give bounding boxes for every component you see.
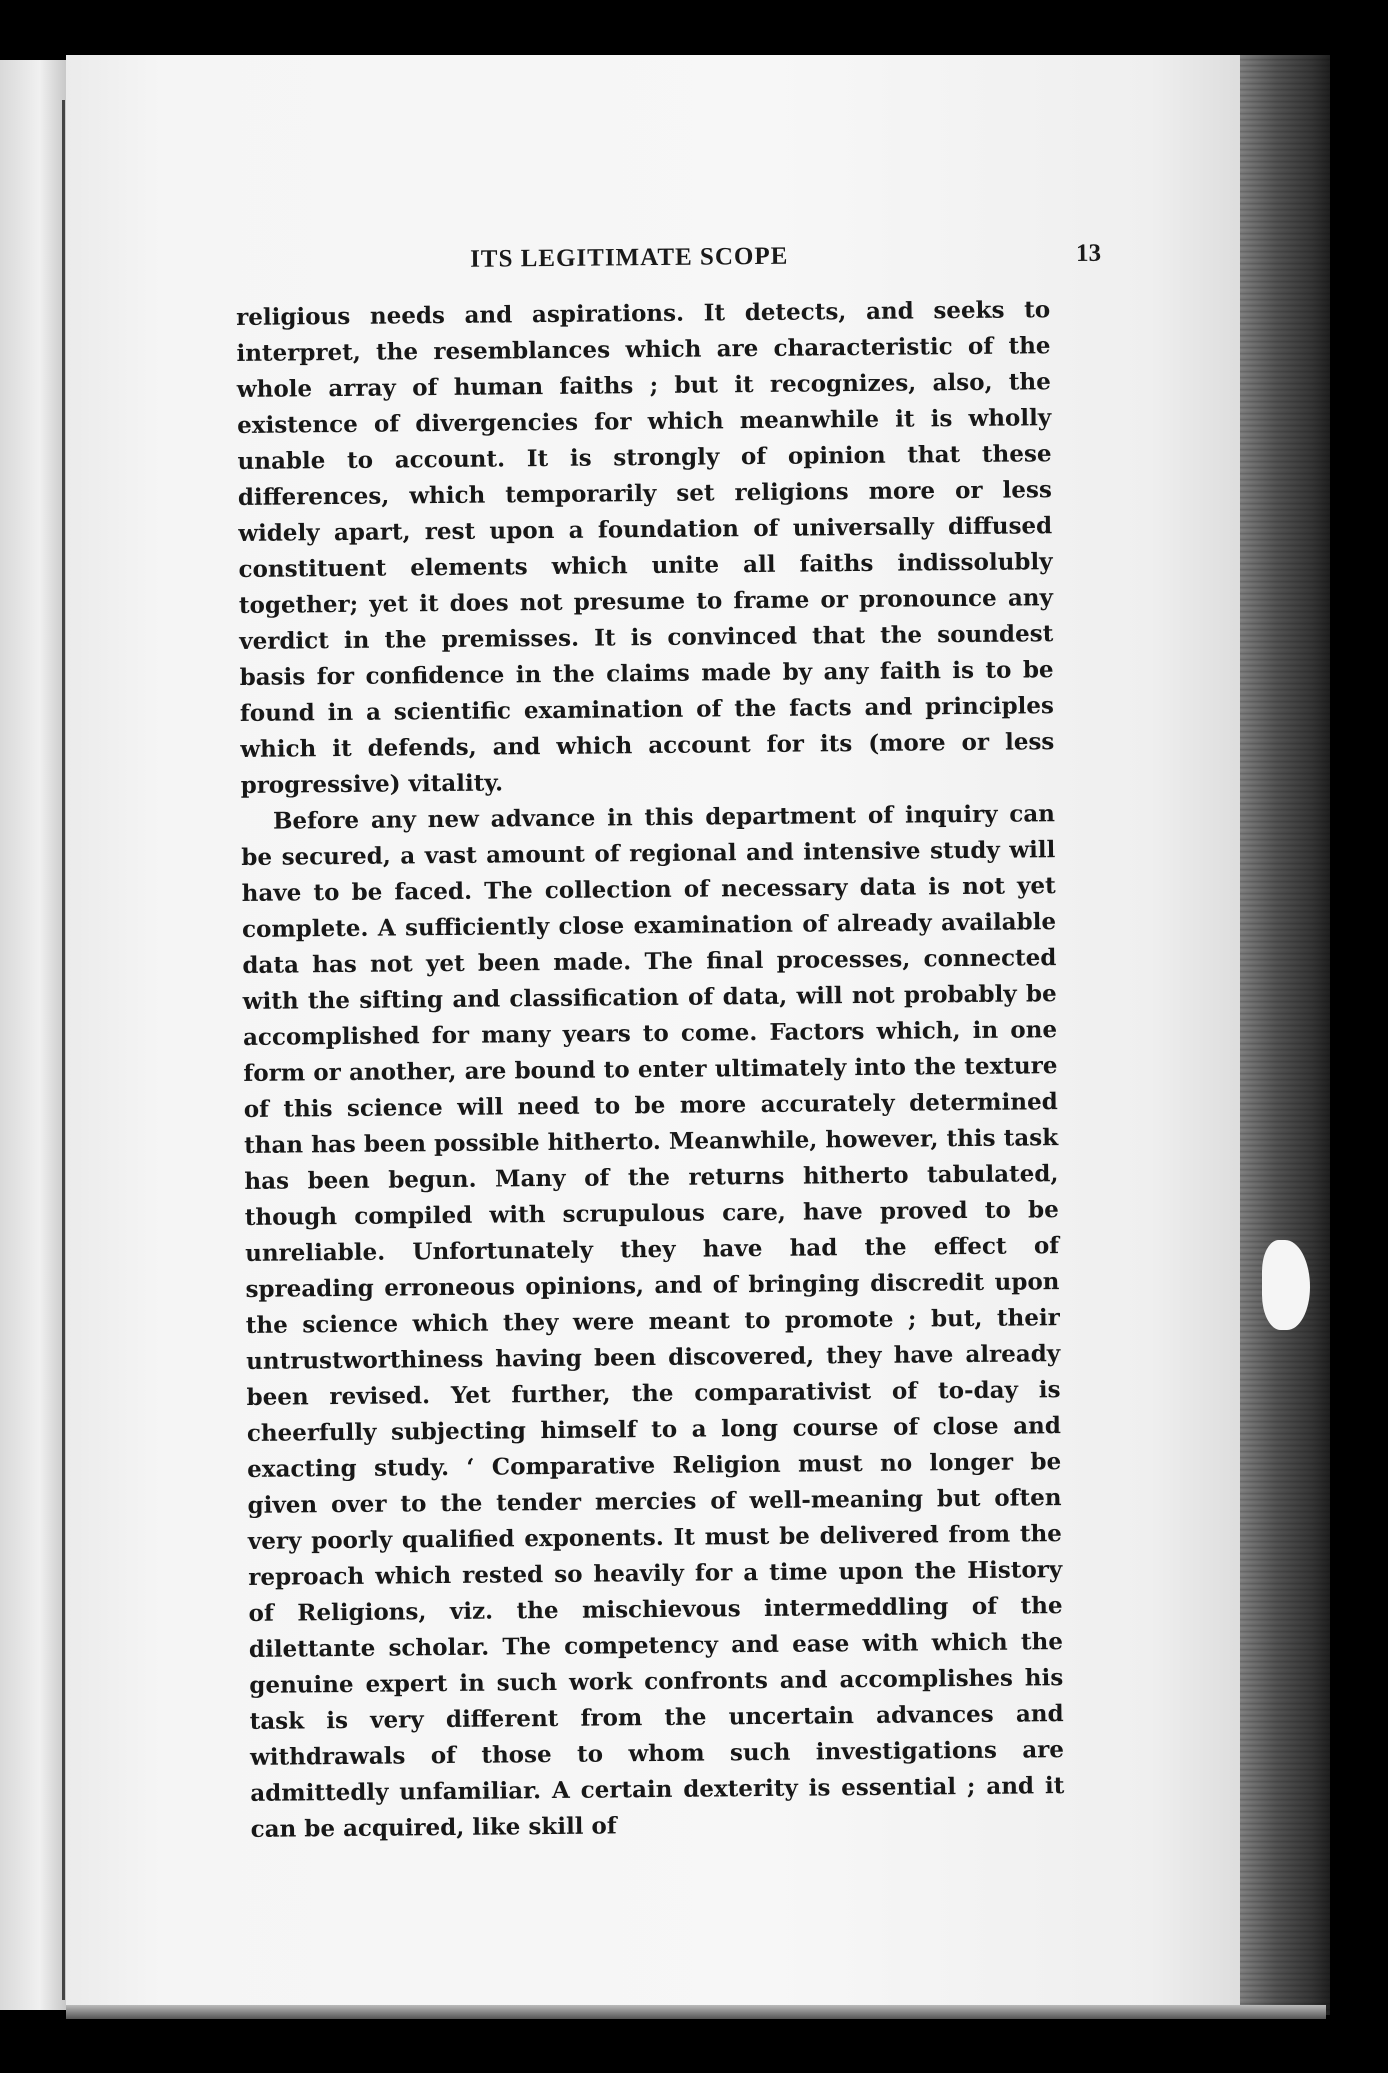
paragraph-2: Before any new advance in this department of inquiry can be secured, a vast amount of regional and intensive study will have to be faced. The collection of necessary data is not yet complete. A sufficiently close examination of already available data has not yet been made. The final processes, connected with the sifting and classification of data, will not probably be accomplished for many years to come. Factors which, in one form or another, are bound to enter ultimately into the texture of this science will need to be more accurately determined than has been possible hitherto. Meanwhile, however, this task has been begun. Many of the returns hitherto tabulated, though compiled with scrupulous care, have proved to be unreliable. Unfortunately they have had the effect of spreading erroneous opinions, and of bringing discredit upon the science which they were meant to promote ; but, their untrustworthiness having been discovered, they have already been revised. Yet further, the comparativist of to-day is cheerfully subjecting himself to a long course of close and exacting study. ‘ Comparative Religion must no longer be given over to the tender mercies of well-meaning but often very poorly qualified exponents. It must be delivered from the reproach which rested so heavily for a time upon the History of Religions, viz. the mischievous intermeddling of the dilettante scholar. The competency and ease with which the genuine expert in such work confronts and accomplishes his task is very different from the uncertain advances and withdrawals of those to whom such investigations are admittedly unfamiliar. A certain dexterity is essential ; and it can be acquired, like skill of — [241, 800, 1065, 1843]
body-text — [236, 292, 1065, 1848]
paragraph-1: religious needs and aspirations. It detects, and seeks to interpret, the resemblances which are characteristic of the whole array of human faiths ; but it recognizes, also, the existence of divergencies for which meanwhile it is wholly unable to account. It is strongly of opinion that these differences, which temporarily set religions more or less widely apart, rest upon a foundation of universally diffused constituent elements which unite all faiths indissolubly together; yet it does not presume to frame or pronounce any verdict in the premisses. It is convinced that the soundest basis for confidence in the claims made by any faith is to be found in a scientific examination of the facts and principles which it defends, and which account for its (more or less progressive) vitality. — [236, 296, 1055, 799]
left-page-edge — [0, 60, 66, 2010]
paper-tear — [1262, 1240, 1310, 1330]
page-number: 13 — [1075, 239, 1102, 267]
book-spine-line — [62, 100, 65, 2000]
page-bottom-edge — [66, 2005, 1326, 2019]
running-head-title: ITS LEGITIMATE SCOPE — [469, 242, 789, 273]
running-head — [240, 240, 1120, 288]
page-stack-edge — [1240, 55, 1330, 2015]
